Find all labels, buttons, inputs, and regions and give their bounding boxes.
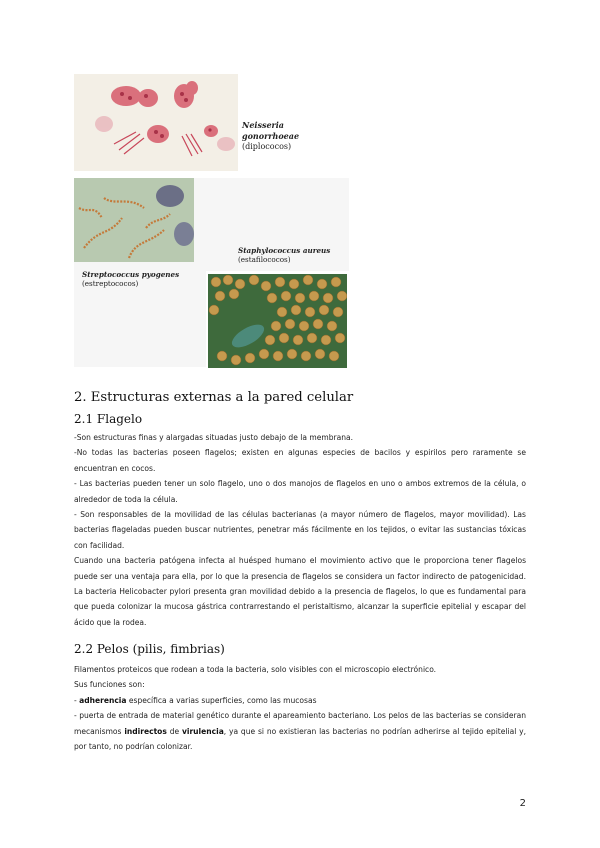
bold-term: indirectos: [124, 726, 167, 736]
subsection-title-flagelo: 2.1 Flagelo: [74, 412, 143, 426]
streptococcus-caption: [82, 270, 192, 288]
neisseria-name-1: Neisseria: [242, 120, 284, 130]
page-number: 2: [519, 798, 526, 809]
paragraph: - Son responsables de la movilidad de las células bacterianas (a mayor número de flagelos, mayor movilidad). Las bacterias flageladas pueden buscar nutrientes, penetrar más fácilmente en los tejidos, o evitar las sustancias tóxicas con facilidad.: [74, 510, 526, 550]
flagelo-body: [74, 430, 526, 630]
streptococcus-name: Streptococcus pyogenes: [82, 270, 180, 279]
paragraph: Filamentos proteicos que rodean a toda la bacteria, solo visibles con el microscopio electrónico.: [74, 665, 437, 674]
subsection-title-pelos: 2.2 Pelos (pilis, fimbrias): [74, 642, 225, 656]
bold-term: adherencia: [79, 695, 127, 705]
paragraph: -Son estructuras finas y alargadas situadas justo debajo de la membrana.: [74, 433, 354, 442]
paragraph: - Las bacterias pueden tener un solo flagelo, uno o dos manojos de flagelos en uno o ambos extremos de la célula, o alrededor de toda la célula.: [74, 479, 526, 504]
bold-term: virulencia: [181, 726, 224, 736]
staphylococcus-type: (estafilococos): [238, 255, 291, 264]
staphylococcus-name: Staphylococcus aureus: [238, 246, 331, 255]
section-title: 2. Estructuras externas a la pared celular: [74, 390, 354, 405]
paragraph: Sus funciones son:: [74, 680, 145, 690]
neisseria-name-2: gonorrhoeae: [242, 131, 300, 141]
neisseria-caption: [242, 120, 332, 152]
pelos-body: [74, 662, 526, 754]
list-item: - puerta de entrada de material genético durante el apareamiento bacteriano. Los pelos de las bacterias se consideran mecanismos indirectos de virulencia, ya que si no existieran las bacterias no podrían adherirse al tejido epitelial y, por tanto, no podrían colonizar.: [74, 711, 526, 752]
paragraph: -No todas las bacterias poseen flagelos; existen en algunas especies de bacilos y espirilos pero raramente se encuentran en cocos.: [74, 448, 526, 473]
staphylococcus-caption: [238, 246, 348, 264]
list-item: - adherencia específica a varias superficies, como las mucosas: [74, 695, 317, 705]
streptococcus-type: (estreptococos): [82, 279, 139, 288]
paragraph: Cuando una bacteria patógena infecta al huésped humano el movimiento activo que le proporciona tener flagelos puede ser una ventaja para ella, por lo que la presencia de flagelos se considera un factor indirecto de patogenicidad. La bacteria Helicobacter pylori presenta gran movilidad debido a la presencia de flagelos, lo que es fundamental para que pueda colonizar la mucosa gástrica contrarrestando el peristaltismo, alcanzar la superficie epitelial y escapar del ácido que la rodea.: [74, 556, 526, 627]
neisseria-type: (diplococos): [242, 142, 292, 151]
streptococcus-micrograph: [74, 178, 194, 262]
staphylococcus-micrograph: [208, 274, 347, 368]
